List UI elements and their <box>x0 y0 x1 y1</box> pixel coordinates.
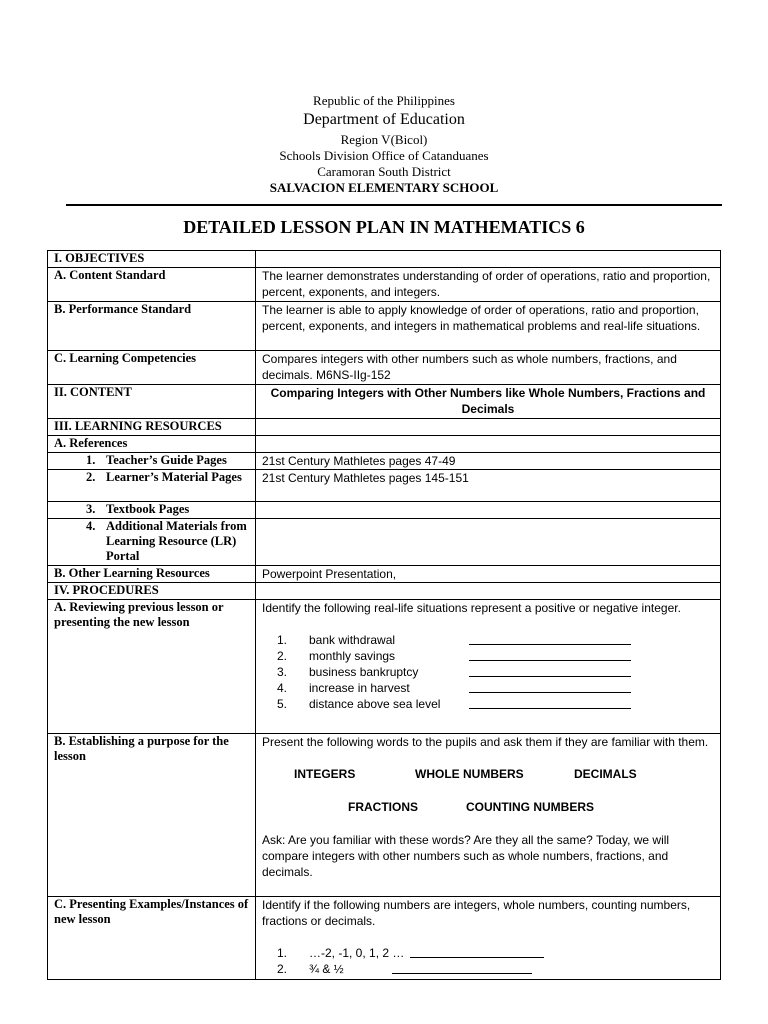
answer-blank <box>469 696 631 709</box>
content-label: II. CONTENT <box>48 385 256 419</box>
tg-pages-text: 21st Century Mathletes pages 47-49 <box>256 453 721 470</box>
word-counting-numbers: COUNTING NUMBERS <box>466 800 594 814</box>
table-row <box>48 419 721 436</box>
competencies-text: Compares integers with other numbers such as whole numbers, fractions, and decimals. M6NS-IIg-152 <box>256 351 721 385</box>
purpose-intro: Present the following words to the pupils and ask them if they are familiar with them. <box>262 735 709 749</box>
list-item: 2. monthly savings <box>262 648 714 664</box>
table-row <box>48 385 721 419</box>
header-republic: Republic of the Philippines <box>313 93 455 108</box>
procedures-heading: IV. PROCEDURES <box>48 583 256 600</box>
content-standard-text: The learner demonstrates understanding of order of operations, ratio and proportion, percent, exponents, and integers. <box>256 268 721 302</box>
content-text: Comparing Integers with Other Numbers like Whole Numbers, Fractions and Decimals <box>256 385 721 419</box>
purpose-words-row-2 <box>262 799 714 815</box>
textbook-pages-label: Textbook Pages <box>106 502 190 516</box>
lm-num: 2. <box>86 470 96 484</box>
answer-blank <box>469 632 631 645</box>
purpose-words-row-1 <box>262 766 714 782</box>
answer-blank <box>410 945 544 958</box>
additional-num: 4. <box>86 519 96 533</box>
list-item: 1. …-2, -1, 0, 1, 2 … <box>262 945 714 961</box>
list-item: 5. distance above sea level <box>262 696 714 712</box>
content-standard-label: A. Content Standard <box>48 268 256 302</box>
tg-pages-label: Teacher’s Guide Pages <box>106 453 227 467</box>
table-row <box>48 268 721 302</box>
performance-standard-label: B. Performance Standard <box>48 302 256 351</box>
references-label: A. References <box>48 436 256 453</box>
header-region: Region V(Bicol) <box>340 132 428 147</box>
presenting-label: C. Presenting Examples/Instances of new lesson <box>48 897 256 980</box>
table-row <box>48 302 721 351</box>
learning-resources-heading: III. LEARNING RESOURCES <box>48 419 256 436</box>
tg-num: 1. <box>86 453 96 467</box>
performance-standard-text: The learner is able to apply knowledge of order of operations, ratio and proportion, percent, exponents, and integers in mathematical problems and real-life situations. <box>256 302 721 351</box>
word-fractions: FRACTIONS <box>348 800 418 814</box>
answer-blank <box>392 961 532 974</box>
answer-blank <box>469 648 631 661</box>
reviewing-label: A. Reviewing previous lesson or presenting the new lesson <box>48 600 256 734</box>
presenting-intro: Identify if the following numbers are integers, whole numbers, counting numbers, fractions or decimals. <box>262 898 691 928</box>
word-integers: INTEGERS <box>294 767 356 781</box>
list-item: 2. ¾ & ½ <box>262 961 714 977</box>
table-row <box>48 519 721 566</box>
header-divider <box>66 204 722 206</box>
header-school: SALVACION ELEMENTARY SCHOOL <box>269 180 499 195</box>
table-row <box>48 436 721 453</box>
table-row <box>48 251 721 268</box>
lm-pages-label: Learner’s Material Pages <box>106 470 242 484</box>
other-resources-label: B. Other Learning Resources <box>48 566 256 583</box>
table-row <box>48 897 721 980</box>
header-division: Schools Division Office of Catanduanes <box>279 148 489 163</box>
word-decimals: DECIMALS <box>574 767 637 781</box>
table-row <box>48 502 721 519</box>
list-item: 4. increase in harvest <box>262 680 714 696</box>
objectives-heading: I. OBJECTIVES <box>48 251 256 268</box>
other-resources-text: Powerpoint Presentation, <box>256 566 721 583</box>
reviewing-intro: Identify the following real-life situations represent a positive or negative integer. <box>262 601 681 615</box>
reviewing-list <box>262 632 714 712</box>
additional-materials-label: Additional Materials from Learning Resource (LR) Portal <box>106 519 247 563</box>
list-item: 3. business bankruptcy <box>262 664 714 680</box>
table-row <box>48 453 721 470</box>
purpose-label: B. Establishing a purpose for the lesson <box>48 734 256 897</box>
table-row <box>48 583 721 600</box>
table-row <box>48 351 721 385</box>
table-row <box>48 566 721 583</box>
competencies-label: C. Learning Competencies <box>48 351 256 385</box>
lesson-plan-table <box>47 250 721 980</box>
header-district: Caramoran South District <box>317 164 451 179</box>
answer-blank <box>469 664 631 677</box>
page-title: DETAILED LESSON PLAN IN MATHEMATICS 6 <box>183 217 585 237</box>
textbook-num: 3. <box>86 502 96 516</box>
answer-blank <box>469 680 631 693</box>
header-department: Department of Education <box>303 111 465 128</box>
list-item: 1. bank withdrawal <box>262 632 714 648</box>
table-row <box>48 734 721 897</box>
word-whole-numbers: WHOLE NUMBERS <box>415 767 524 781</box>
table-row <box>48 470 721 502</box>
presenting-list <box>262 945 714 977</box>
lm-pages-text: 21st Century Mathletes pages 145-151 <box>256 470 721 502</box>
purpose-ask: Ask: Are you familiar with these words? Are they all the same? Today, we will compare integers with other numbers such as whole numbers, fractions, and decimals. <box>262 833 670 879</box>
table-row <box>48 600 721 734</box>
